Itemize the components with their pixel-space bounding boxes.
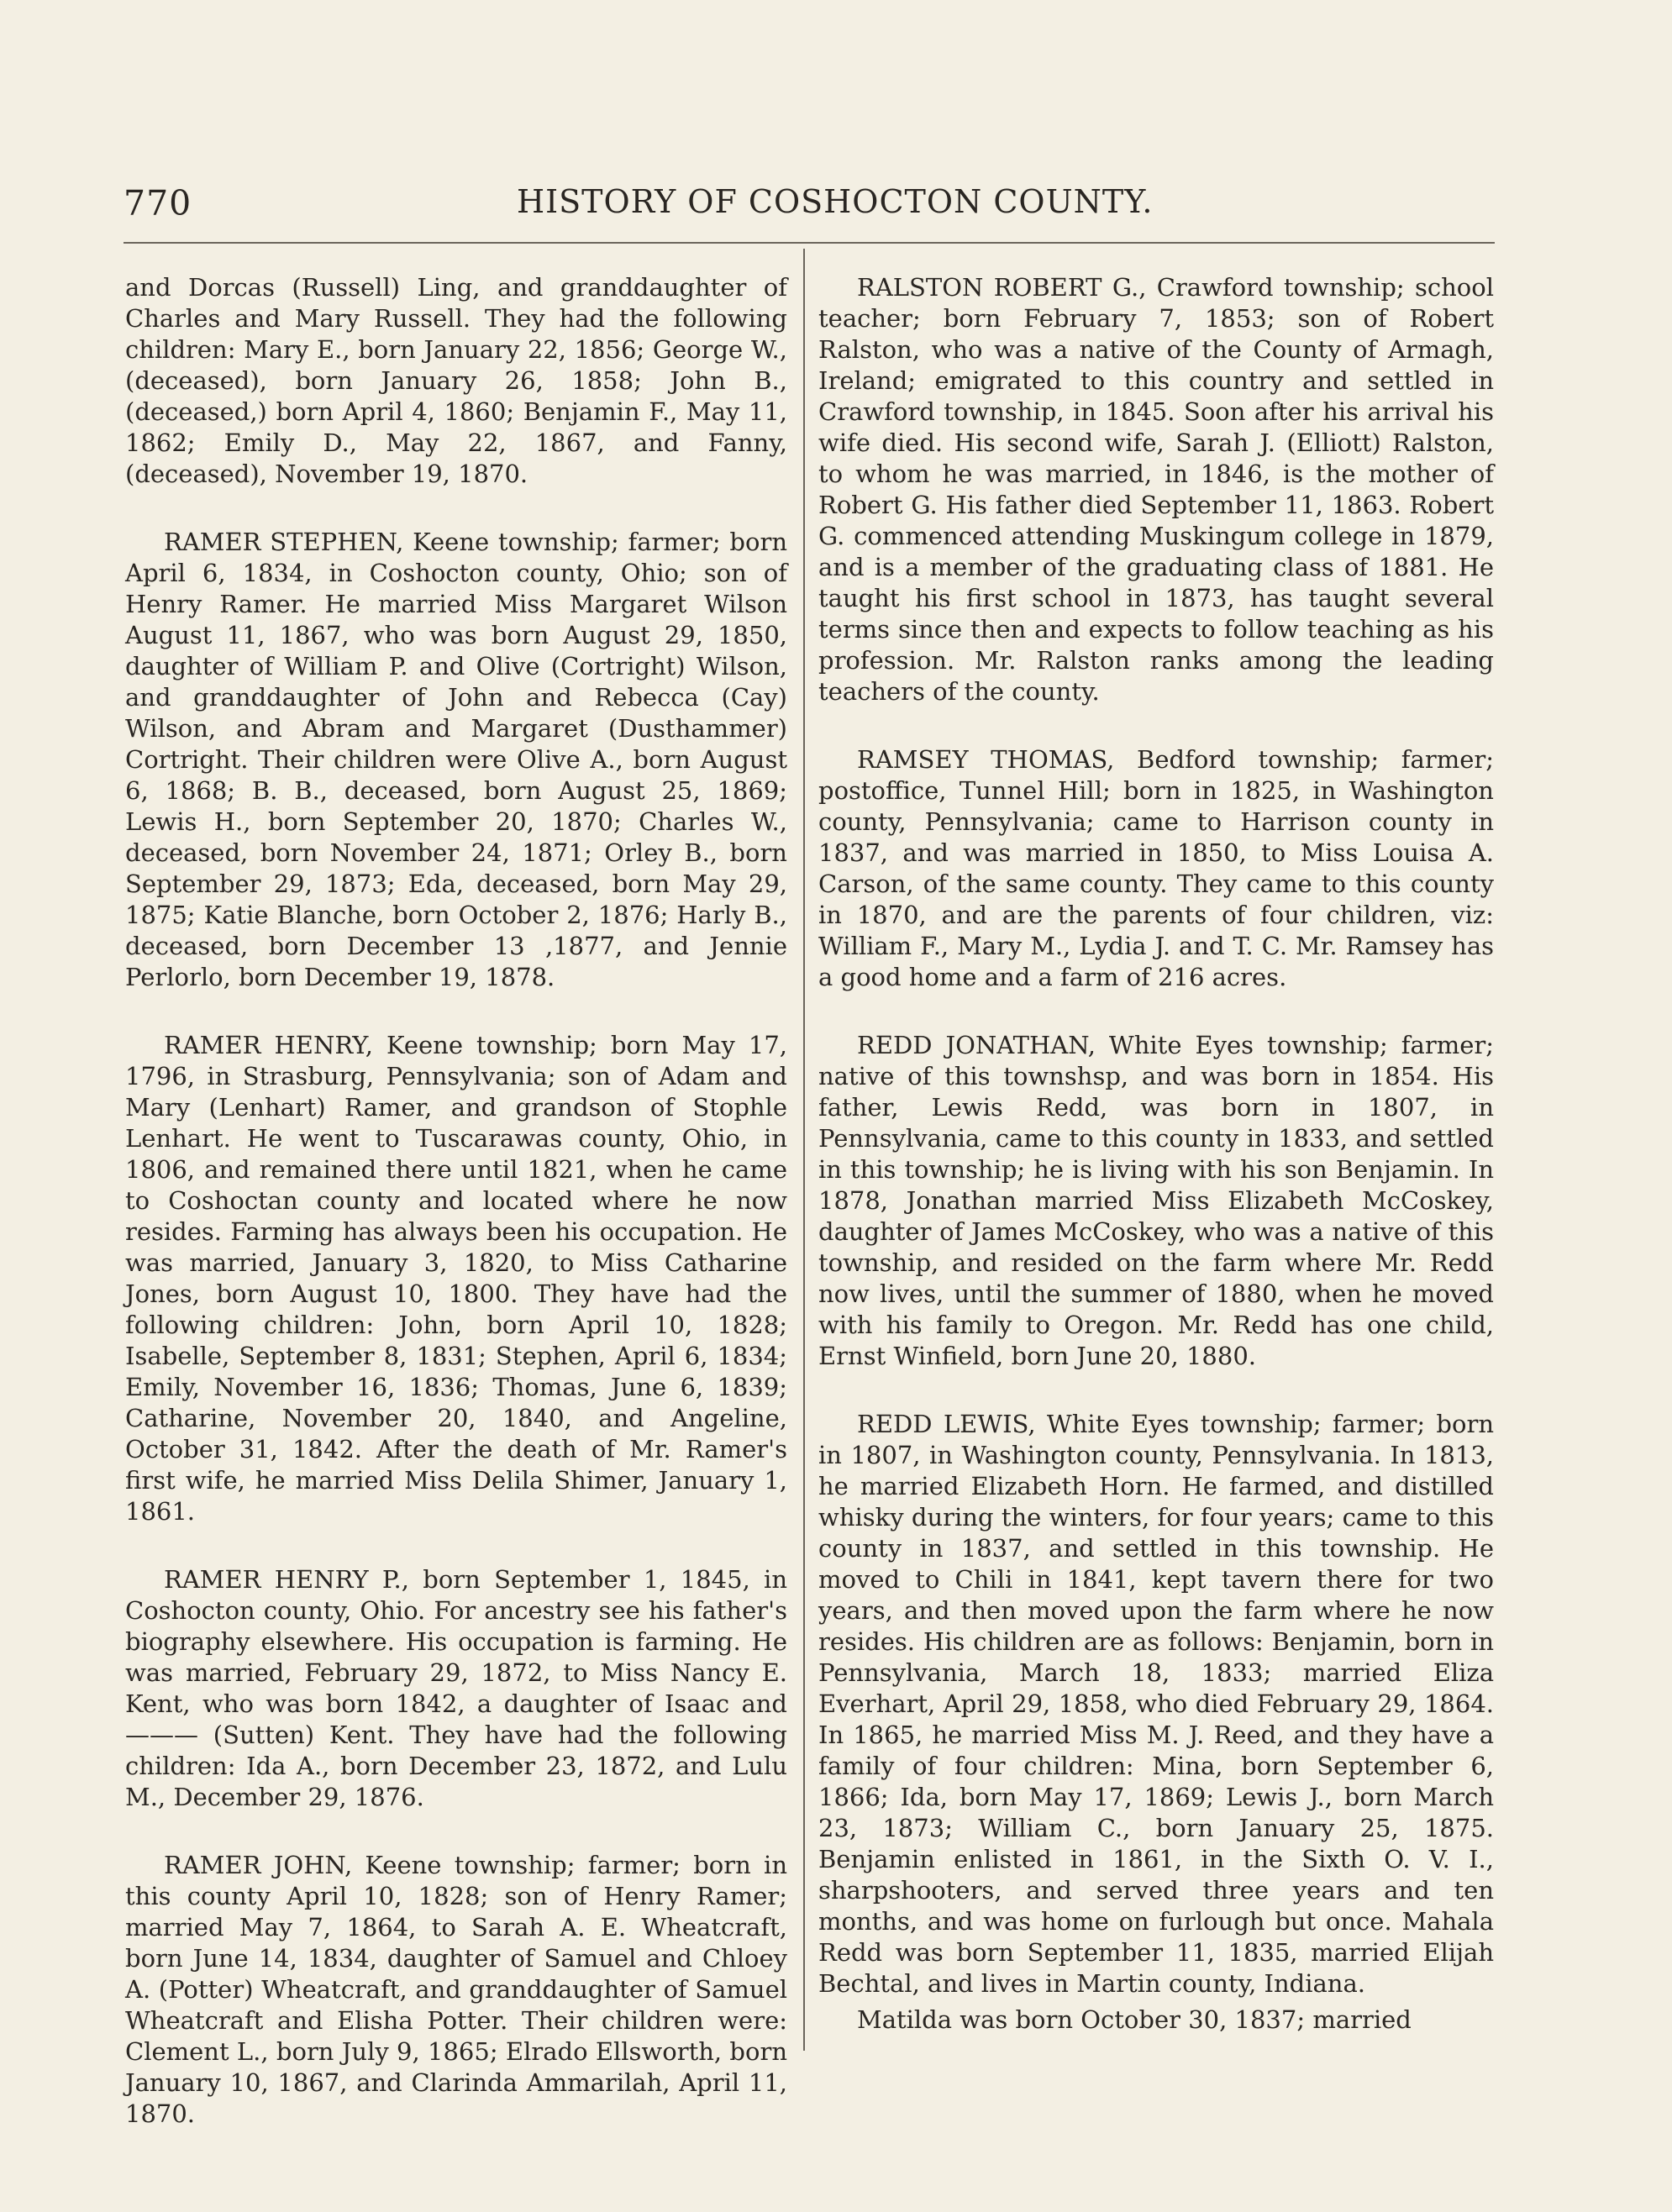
page-number: 770 (124, 183, 192, 223)
entry-ramer-henry: RAMER HENRY, Keene township; born May 17, 1796, in Strasburg, Pennsylvania; son of Adam and Mary (Lenhart) Ramer, and grandson of Stophle Lenhart. He went to Tuscarawas county, Ohio, in 1806, and remained there until 1821, when he came to Coshoctan county and located where he now resides. Farming has always been his occupation. He was married, January 3, 1820, to Miss Catharine Jones, born August 10, 1800. They have had the following children: John, born April 10, 1828; Isabelle, September 8, 1831; Stephen, April 6, 1834; Emily, November 16, 1836; Thomas, June 6, 1839; Catharine, November 20, 1840, and Angeline, October 31, 1842. After the death of Mr. Ramer's first wife, he married Miss Delila Shimer, January 1, 1861. (125, 1031, 787, 1526)
header-rule (124, 242, 1495, 244)
entry-ramsey-thomas: RAMSEY THOMAS, Bedford township; farmer; postoffice, Tunnel Hill; born in 1825, in Washington county, Pennsylvania; came to Harrison county in 1837, and was married in 1850, to Miss Louisa A. Carson, of the same county. They came to this county in 1870, and are the parents of four children, viz: William F., Mary M., Lydia J. and T. C. Mr. Ramsey has a good home and a farm of 216 acres. (818, 745, 1494, 991)
right-column (818, 272, 1494, 2073)
entry-ramer-henry-p: RAMER HENRY P., born September 1, 1845, in Coshocton county, Ohio. For ancestry see his father's biography elsewhere. His occupation is farming. He was married, February 29, 1872, to Miss Nancy E. Kent, who was born 1842, a daughter of Isaac and ——— (Sutten) Kent. They have had the following children: Ida A., born December 23, 1872, and Lulu M., December 29, 1876. (125, 1565, 787, 1811)
left-column (125, 272, 787, 2167)
running-head: HISTORY OF COSHOCTON COUNTY. (517, 183, 1154, 220)
entry-ramer-john: RAMER JOHN, Keene township; farmer; born in this county April 10, 1828; son of Henry Ramer; married May 7, 1864, to Sarah A. E. Wheatcraft, born June 14, 1834, daughter of Samuel and Chloey A. (Potter) Wheatcraft, and granddaughter of Samuel Wheatcraft and Elisha Potter. Their children were: Clement L., born July 9, 1865; Elrado Ellsworth, born January 10, 1867, and Clarinda Ammarilah, April 11, 1870. (125, 1851, 787, 2128)
entry-ramer-stephen: RAMER STEPHEN, Keene township; farmer; born April 6, 1834, in Coshocton county, Ohio; son of Henry Ramer. He married Miss Margaret Wilson August 11, 1867, who was born August 29, 1850, daughter of William P. and Olive (Cortright) Wilson, and granddaughter of John and Rebecca (Cay) Wilson, and Abram and Margaret (Dusthammer) Cortright. Their children were Olive A., born August 6, 1868; B. B., deceased, born August 25, 1869; Lewis H., born September 20, 1870; Charles W., deceased, born November 24, 1871; Orley B., born September 29, 1873; Eda, deceased, born May 29, 1875; Katie Blanche, born October 2, 1876; Harly B., deceased, born December 13 ,1877, and Jennie Perlorlo, born December 19, 1878. (125, 528, 787, 991)
column-divider (803, 249, 805, 2051)
entry-ralston-robert: RALSTON ROBERT G., Crawford township; school teacher; born February 7, 1853; son of Robert Ralston, who was a native of the County of Armagh, Ireland; emigrated to this country and settled in Crawford township, in 1845. Soon after his arrival his wife died. His second wife, Sarah J. (Elliott) Ralston, to whom he was married, in 1846, is the mother of Robert G. His father died September 11, 1863. Robert G. commenced attending Muskingum college in 1879, and is a member of the graduating class of 1881. He taught his first school in 1873, has taught several terms since then and expects to follow teaching as his profession. Mr. Ralston ranks among the leading teachers of the county. (818, 273, 1494, 706)
entry-redd-jonathan: REDD JONATHAN, White Eyes township; farmer; native of this townshsp, and was born in 1854. His father, Lewis Redd, was born in 1807, in Pennsylvania, came to this county in 1833, and settled in this township; he is living with his son Benjamin. In 1878, Jonathan married Miss Elizabeth McCoskey, daughter of James McCoskey, who was a native of this township, and resided on the farm where Mr. Redd now lives, until the summer of 1880, when he moved with his family to Oregon. Mr. Redd has one child, Ernst Winfield, born June 20, 1880. (818, 1031, 1494, 1370)
entry-continued-ling: and Dorcas (Russell) Ling, and granddaughter of Charles and Mary Russell. They had the following children: Mary E., born January 22, 1856; George W., (deceased), born January 26, 1858; John B., (deceased,) born April 4, 1860; Benjamin F., May 11, 1862; Emily D., May 22, 1867, and Fanny, (deceased), November 19, 1870. (125, 273, 787, 488)
entry-redd-lewis: REDD LEWIS, White Eyes township; farmer; born in 1807, in Washington county, Pennsylvania. In 1813, he married Elizabeth Horn. He farmed, and distilled whisky during the winters, for four years; came to this county in 1837, and settled in this township. He moved to Chili in 1841, kept tavern there for two years, and then moved upon the farm where he now resides. His children are as follows: Benjamin, born in Pennsylvania, March 18, 1833; married Eliza Everhart, April 29, 1858, who died February 29, 1864. In 1865, he married Miss M. J. Reed, and they have a family of four children: Mina, born September 6, 1866; Ida, born May 17, 1869; Lewis J., born March 23, 1873; William C., born January 25, 1875. Benjamin enlisted in 1861, in the Sixth O. V. I., sharpshooters, and served three years and ten months, and was home on furlough but once. Mahala Redd was born September 11, 1835, married Elijah Bechtal, and lives in Martin county, Indiana. (818, 1410, 1494, 1998)
entry-matilda-continued: Matilda was born October 30, 1837; married (857, 2005, 1412, 2034)
